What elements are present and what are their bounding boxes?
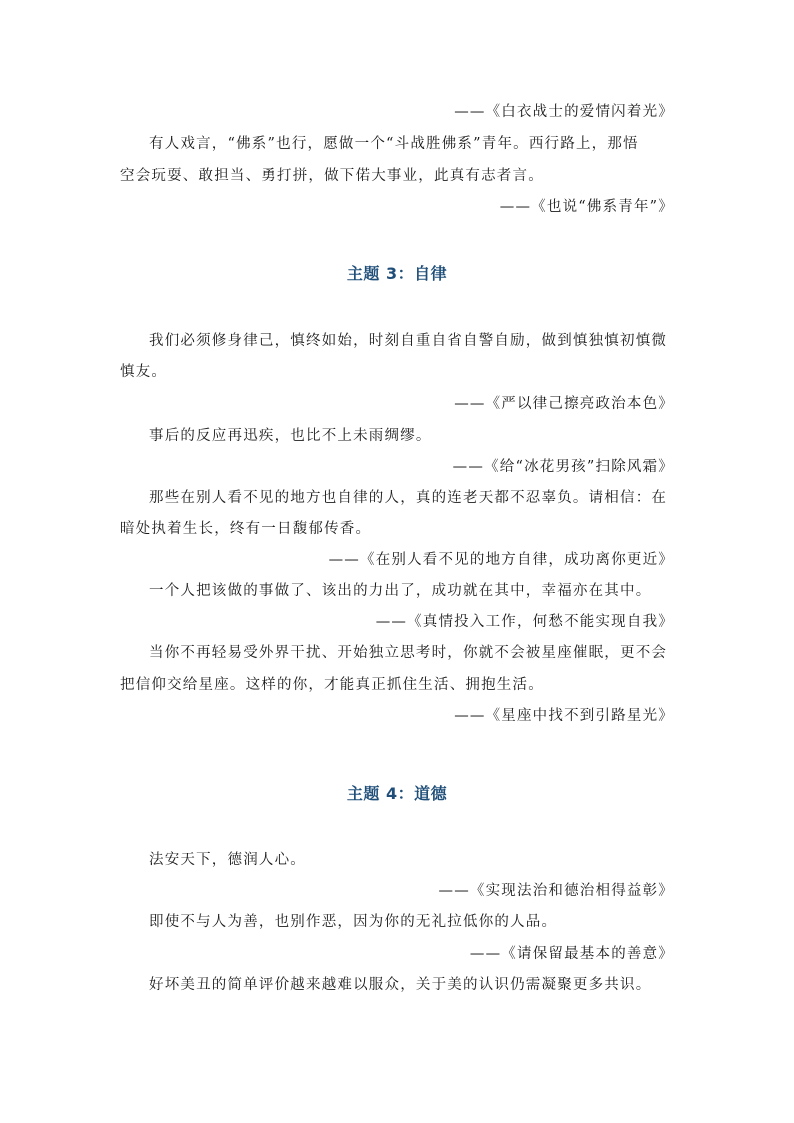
paragraph-line: 好坏美丑的简单评价越来越难以服众，关于美的认识仍需凝聚更多共识。: [149, 977, 652, 993]
citation: ——《在别人看不见的地方自律，成功离你更近》: [328, 552, 674, 568]
paragraph-line: 有人戏言，“佛系”也行，愿做一个“斗战胜佛系”青年。西行路上，那悟: [149, 136, 639, 152]
paragraph-line: 即使不与人为善，也别作恶，因为你的无礼拉低你的人品。: [149, 914, 558, 930]
paragraph-line: 把信仰交给星座。这样的你，才能真正抓住生活、拥抱生活。: [120, 677, 544, 693]
paragraph-line: 当你不再轻易受外界干扰、开始独立思考时，你就不会被星座催眠，更不会: [149, 645, 668, 661]
paragraph-line: 暗处执着生长，终有一日馥郁传香。: [120, 521, 372, 537]
citation: ——《星座中找不到引路星光》: [454, 708, 674, 724]
citation: ——《给“冰花男孩”扫除风霜》: [452, 459, 674, 475]
paragraph-line: 法安天下，德润人心。: [149, 852, 306, 868]
paragraph-line: 那些在别人看不见的地方也自律的人，真的连老天都不忍辜负。请相信：在: [149, 490, 668, 506]
section-heading-theme-4: 主题 4：道德: [346, 784, 448, 803]
citation: ——《真情投入工作，何愁不能实现自我》: [375, 614, 674, 630]
citation: ——《严以律己擦亮政治本色》: [454, 396, 674, 412]
paragraph-line: 一个人把该做的事做了、该出的力出了，成功就在其中，幸福亦在其中。: [149, 583, 652, 599]
citation: ——《实现法治和德治相得益彰》: [438, 883, 674, 899]
paragraph-line: 我们必须修身律己，慎终如始，时刻自重自省自警自励，做到慎独慎初慎微: [149, 333, 668, 349]
citation: ——《请保留最基本的善意》: [469, 946, 674, 962]
paragraph-line: 空会玩耍、敢担当、勇打拼，做下偌大事业，此真有志者言。: [120, 168, 544, 184]
paragraph-line: 事后的反应再迅疾，也比不上未雨绸缪。: [149, 428, 432, 444]
citation: ——《也说“佛系青年”》: [499, 199, 674, 215]
section-heading-theme-3: 主题 3：自律: [346, 264, 448, 283]
citation: ——《白衣战士的爱情闪着光》: [454, 104, 674, 120]
paragraph-line: 慎友。: [120, 364, 168, 380]
